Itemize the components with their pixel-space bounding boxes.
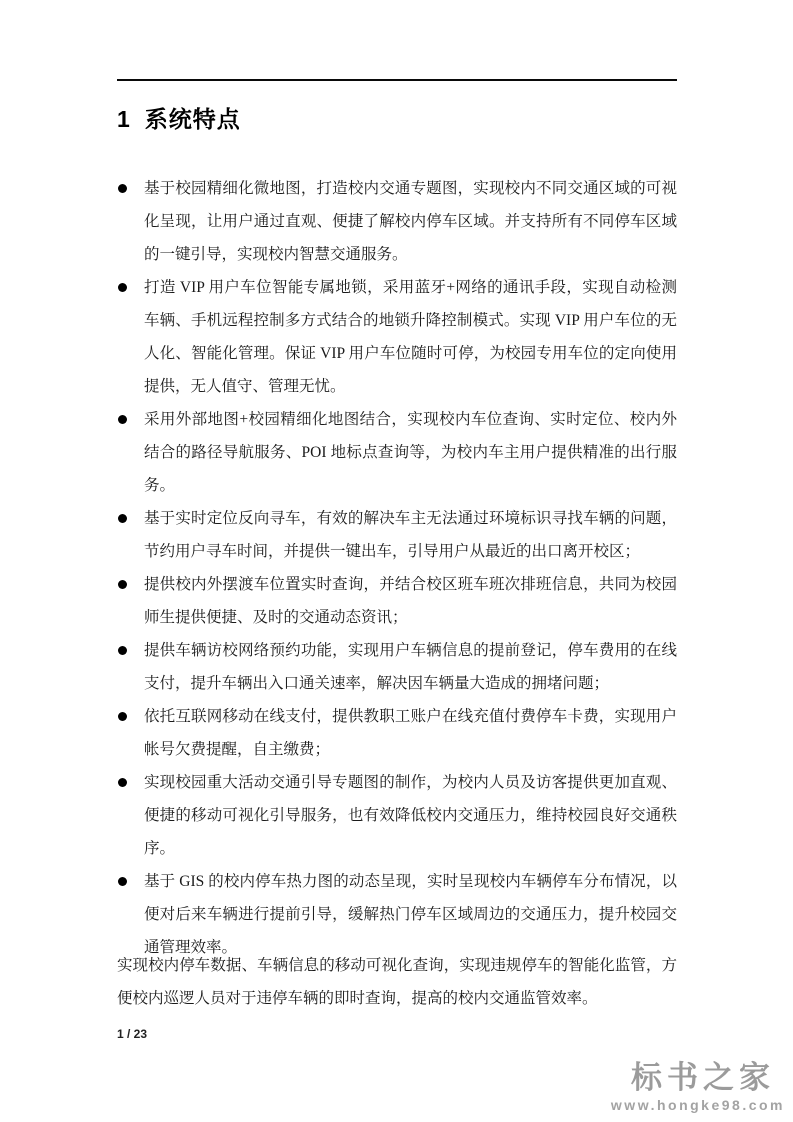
bullet-item: [117, 700, 677, 766]
bullet-text: 提供车辆访校网络预约功能，实现用户车辆信息的提前登记，停车费用的在线支付，提升车辆出入口通关速率，解决因车辆量大造成的拥堵问题；: [144, 642, 677, 692]
bullet-marker-icon: [118, 877, 127, 886]
bullet-text: 打造 VIP 用户车位智能专属地锁，采用蓝牙+网络的通讯手段，实现自动检测车辆、手机远程控制多方式结合的地锁升降控制模式。实现 VIP 用户车位的无人化、智能化管理。保证 VIP 用户车位随时可停，为校园专用车位的定向使用提供，无人值守、管理无忧。: [144, 279, 677, 395]
header-divider: [117, 79, 677, 81]
bullet-marker-icon: [118, 646, 127, 655]
bullet-marker-icon: [118, 415, 127, 424]
bullet-marker-icon: [118, 580, 127, 589]
bullet-text: 基于 GIS 的校内停车热力图的动态呈现，实时呈现校内车辆停车分布情况，以便对后来车辆进行提前引导，缓解热门停车区域周边的交通压力，提升校园交通管理效率。: [144, 873, 677, 956]
bullet-list: [117, 172, 677, 964]
bullet-text: 提供校内外摆渡车位置实时查询，并结合校区班车班次排班信息，共同为校园师生提供便捷、及时的交通动态资讯；: [144, 576, 677, 626]
bullet-text: 依托互联网移动在线支付，提供教职工账户在线充值付费停车卡费，实现用户帐号欠费提醒，自主缴费；: [144, 708, 677, 758]
bullet-item: [117, 634, 677, 700]
section-number: 1: [117, 106, 130, 132]
bullet-item: [117, 172, 677, 271]
bullet-marker-icon: [118, 712, 127, 721]
bullet-marker-icon: [118, 184, 127, 193]
bullet-marker-icon: [118, 514, 127, 523]
closing-paragraph: 实现校内停车数据、车辆信息的移动可视化查询，实现违规停车的智能化监管，方便校内巡逻人员对于违停车辆的即时查询，提高的校内交通监管效率。: [117, 957, 677, 1007]
bullet-text: 采用外部地图+校园精细化地图结合，实现校内车位查询、实时定位、校内外结合的路径导航服务、POI 地标点查询等，为校内车主用户提供精准的出行服务。: [144, 411, 677, 494]
page-number: 1 / 23: [117, 1027, 148, 1041]
bullet-marker-icon: [118, 778, 127, 787]
bullet-text: 基于校园精细化微地图，打造校内交通专题图，实现校内不同交通区域的可视化呈现，让用户通过直观、便捷了解校内停车区域。并支持所有不同停车区域的一键引导，实现校内智慧交通服务。: [144, 180, 677, 263]
section-heading: [117, 102, 677, 136]
bullet-item: [117, 502, 677, 568]
bullet-item: [117, 568, 677, 634]
section-title: 系统特点: [144, 106, 241, 132]
bullet-item: [117, 271, 677, 403]
watermark-brand: 标书之家: [631, 1060, 775, 1095]
bullet-text: 基于实时定位反向寻车，有效的解决车主无法通过环境标识寻找车辆的问题，节约用户寻车时间，并提供一键出车，引导用户从最近的出口离开校区；: [144, 510, 677, 560]
bullet-text: 实现校园重大活动交通引导专题图的制作，为校内人员及访客提供更加直观、便捷的移动可视化引导服务，也有效降低校内交通压力，维持校园良好交通秩序。: [144, 774, 677, 857]
bullet-item: [117, 403, 677, 502]
bullet-item: [117, 766, 677, 865]
watermark-site-url: www.hongke98.com: [610, 1097, 785, 1113]
bullet-marker-icon: [118, 283, 127, 292]
watermark: [611, 1062, 785, 1114]
